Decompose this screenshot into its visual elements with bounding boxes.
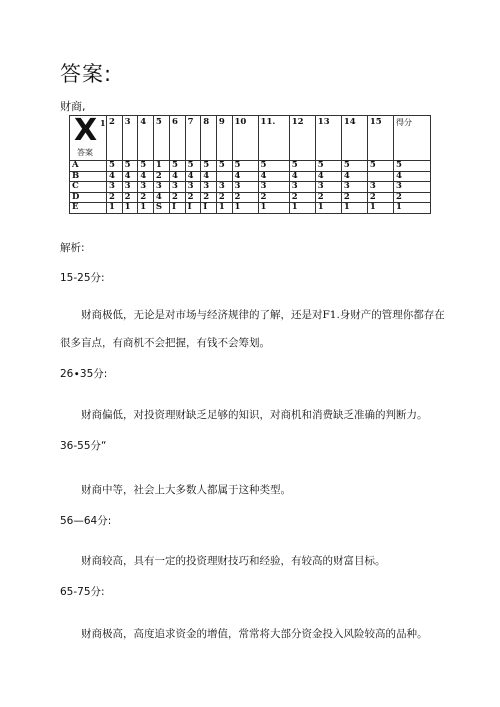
question-number: 15 [367, 116, 393, 161]
score-cell: 5 [315, 161, 341, 172]
score-cell: 3 [216, 182, 232, 193]
question-number: 6 [169, 116, 185, 161]
score-cell: 4 [232, 171, 258, 182]
score-cell: 1 [315, 203, 341, 214]
score-cell: 2 [232, 192, 258, 203]
score-cell: 5 [232, 161, 258, 172]
score-cell: 4 [315, 171, 341, 182]
score-cell: 3 [122, 182, 138, 193]
score-cell: 5 [169, 161, 185, 172]
score-cell: 1 [394, 203, 431, 214]
score-cell: 3 [169, 182, 185, 193]
score-cell: 4 [185, 171, 201, 182]
score-cell [367, 171, 393, 182]
section-subtitle: 财商, [60, 100, 86, 113]
question-number: 5 [153, 116, 169, 161]
score-column-header: 得分 [394, 116, 431, 161]
score-cell: 5 [138, 161, 154, 172]
table-row [70, 161, 431, 172]
score-cell: 3 [341, 182, 367, 193]
score-cell: 3 [258, 182, 289, 193]
cross-mark: X [74, 113, 98, 148]
option-label: B [70, 171, 107, 182]
answer-table [69, 115, 431, 214]
question-number: 9 [216, 116, 232, 161]
score-cell: 4 [169, 171, 185, 182]
question-number: 3 [122, 116, 138, 161]
question-number: 7 [185, 116, 201, 161]
option-label: E [70, 203, 107, 214]
page-title: 答案: [60, 62, 113, 86]
score-cell: 3 [232, 182, 258, 193]
option-label: A [70, 161, 107, 172]
score-cell: 4 [341, 171, 367, 182]
score-cell: 2 [367, 192, 393, 203]
score-cell: 5 [367, 161, 393, 172]
score-cell: 4 [289, 171, 315, 182]
score-cell: 3 [367, 182, 393, 193]
score-cell: 2 [315, 192, 341, 203]
score-cell: 1 [341, 203, 367, 214]
table-corner-cell [70, 113, 107, 161]
score-cell: 1 [107, 203, 123, 214]
score-cell: 3 [153, 182, 169, 193]
score-cell: 1 [122, 203, 138, 214]
table-row [70, 192, 431, 203]
score-cell: 5 [341, 161, 367, 172]
score-cell: 2 [153, 171, 169, 182]
question-number: 12 [289, 116, 315, 161]
score-cell: 4 [201, 171, 217, 182]
score-range-description: 财商中等，社会上大多数人都属于这种类型。 [81, 484, 291, 496]
score-cell: 2 [122, 192, 138, 203]
table-row [70, 182, 431, 193]
score-cell: 1 [258, 203, 289, 214]
score-cell: 1 [216, 203, 232, 214]
score-cell: 4 [138, 171, 154, 182]
score-cell: 2 [169, 192, 185, 203]
score-cell: 3 [315, 182, 341, 193]
score-cell: 1 [138, 203, 154, 214]
question-number: 1 [100, 118, 106, 128]
score-range-heading: 15-25分: [60, 272, 105, 284]
score-cell: 2 [185, 192, 201, 203]
score-cell: S [153, 203, 169, 214]
question-number: 2 [107, 116, 123, 161]
score-cell: 2 [394, 192, 431, 203]
analysis-label: 解析: [60, 242, 85, 254]
score-cell: 4 [107, 171, 123, 182]
score-cell: 4 [258, 171, 289, 182]
score-cell: 4 [153, 192, 169, 203]
option-label: C [70, 182, 107, 193]
score-range-heading: 65-75分: [60, 586, 105, 598]
score-cell: 3 [107, 182, 123, 193]
score-cell: 2 [289, 192, 315, 203]
score-cell: 1 [232, 203, 258, 214]
score-cell: 2 [216, 192, 232, 203]
option-label: D [70, 192, 107, 203]
score-cell: 2 [341, 192, 367, 203]
score-cell: I [185, 203, 201, 214]
score-range-heading: 26∙35分: [60, 368, 108, 380]
score-range-heading: 56—64分: [60, 515, 112, 527]
score-cell: 4 [122, 171, 138, 182]
corner-label: 答案 [77, 148, 93, 157]
score-cell: 1 [367, 203, 393, 214]
score-range-description: 财商偏低，对投资理财缺乏足够的知识，对商机和消费缺乏准确的判断力。 [81, 409, 428, 421]
score-cell: 5 [289, 161, 315, 172]
score-range-description: 财商极高，高度追求资金的增值，常常将大部分资金投入风险较高的品种。 [81, 628, 428, 640]
score-cell: 3 [201, 182, 217, 193]
score-cell: 5 [107, 161, 123, 172]
question-number: 8 [201, 116, 217, 161]
score-cell: 3 [394, 182, 431, 193]
score-cell: 5 [122, 161, 138, 172]
score-cell: 2 [138, 192, 154, 203]
score-cell: I [169, 203, 185, 214]
score-cell: 1 [289, 203, 315, 214]
score-cell: 3 [138, 182, 154, 193]
question-number: 14 [341, 116, 367, 161]
score-cell: 2 [201, 192, 217, 203]
question-number: 10 [232, 116, 258, 161]
score-range-heading: 36-55分“ [60, 440, 107, 452]
score-cell: 4 [394, 171, 431, 182]
score-cell: I [201, 203, 217, 214]
score-range-description: 财商极低，无论是对市场与经济规律的了解，还是对F1.身财产的管理你都存在很多盲点，有商机不会把握，有钱不会筹划。 [60, 309, 445, 349]
table-header-row [70, 116, 431, 161]
score-cell: 5 [394, 161, 431, 172]
score-cell: 3 [289, 182, 315, 193]
score-cell: 2 [258, 192, 289, 203]
table-row [70, 203, 431, 214]
score-cell: 5 [201, 161, 217, 172]
score-cell: 1 [153, 161, 169, 172]
question-number: 4 [138, 116, 154, 161]
table-row [70, 171, 431, 182]
score-cell: 5 [185, 161, 201, 172]
score-cell [216, 171, 232, 182]
score-cell: 3 [185, 182, 201, 193]
score-cell: 5 [258, 161, 289, 172]
score-range-description: 财商较高，具有一定的投资理财技巧和经验，有较高的财富目标。 [81, 555, 386, 567]
score-cell: 2 [107, 192, 123, 203]
question-number: 13 [315, 116, 341, 161]
question-number: 11. [258, 116, 289, 161]
score-cell: 5 [216, 161, 232, 172]
